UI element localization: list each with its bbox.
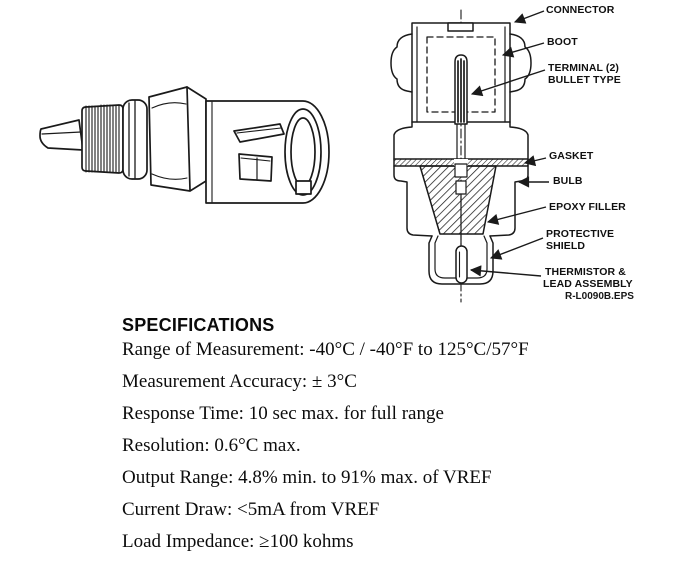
spec-current-draw: Current Draw: <5mA from VREF xyxy=(122,499,380,520)
label-epoxy-filler: EPOXY FILLER xyxy=(549,201,626,213)
label-connector: CONNECTOR xyxy=(546,4,615,16)
spec-resolution: Resolution: 0.6°C max. xyxy=(122,435,301,456)
sensor-cross-section-view xyxy=(391,10,531,302)
arrow-thermistor xyxy=(471,270,541,276)
arrow-connector xyxy=(515,11,544,22)
label-terminal-line1: TERMINAL (2) xyxy=(548,62,620,74)
arrow-shield xyxy=(491,238,543,258)
spec-output-range: Output Range: 4.8% min. to 91% max. of VREF xyxy=(122,467,492,488)
latch-wing-right xyxy=(510,34,531,92)
thermistor-shape xyxy=(456,246,467,283)
arrow-epoxy xyxy=(488,207,546,222)
label-thermistor-line2: LEAD ASSEMBLY xyxy=(543,278,633,290)
spec-range-of-measurement: Range of Measurement: -40°C / -40°F to 125°C/57°F xyxy=(122,339,529,360)
label-boot: BOOT xyxy=(547,36,578,48)
label-thermistor-line1: THERMISTOR & xyxy=(545,266,626,278)
label-shield-line2: SHIELD xyxy=(546,240,586,252)
terminal-crimp-lower xyxy=(456,181,466,194)
specifications-heading: SPECIFICATIONS xyxy=(122,315,275,335)
thread-section-shape xyxy=(82,105,123,173)
label-gasket: GASKET xyxy=(549,150,594,162)
figure-reference: R-L0090B.EPS xyxy=(565,291,634,302)
spec-load-impedance: Load Impedance: ≥100 kohms xyxy=(122,531,354,552)
spec-measurement-accuracy: Measurement Accuracy: ± 3°C xyxy=(122,371,357,392)
probe-tip-shape xyxy=(40,120,83,150)
label-shield-line1: PROTECTIVE xyxy=(546,228,615,240)
label-terminal-line2: BULLET TYPE xyxy=(548,74,621,86)
terminal-crimp-upper xyxy=(455,164,467,177)
spec-response-time: Response Time: 10 sec max. for full range xyxy=(122,403,444,424)
bulb-wall-right xyxy=(490,166,528,236)
sensor-exterior-view xyxy=(40,87,329,203)
label-bulb: BULB xyxy=(553,175,583,187)
latch-wing-left xyxy=(391,34,412,92)
